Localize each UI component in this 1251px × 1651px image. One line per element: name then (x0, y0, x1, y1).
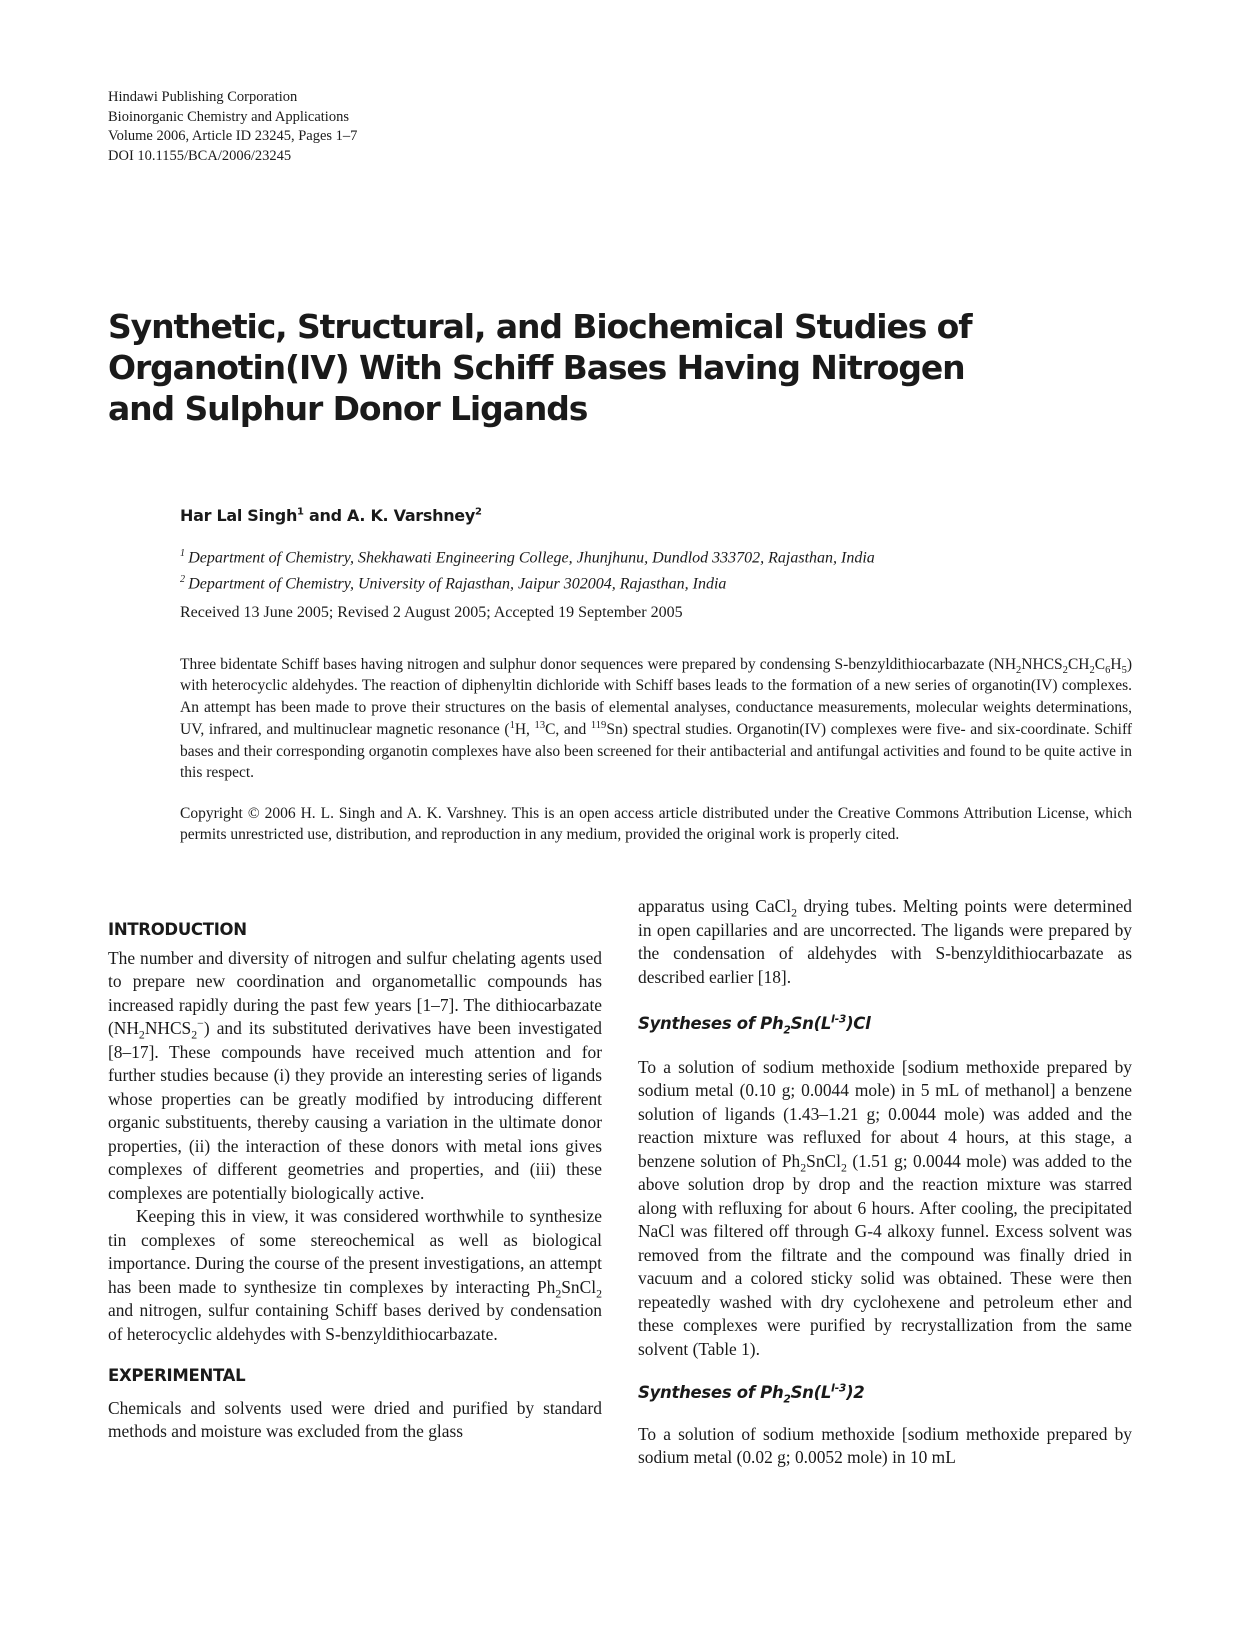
journal-header (108, 88, 357, 166)
affiliation-text: Department of Chemistry, University of Rajasthan, Jaipur 302004, Rajasthan, India (188, 575, 727, 593)
title-line-1: Synthetic, Structural, and Biochemical Studies of (108, 307, 972, 346)
introduction-paragraph: Keeping this in view, it was considered worthwhile to synthesize tin complexes of some stereochemical as well as biological importance. During the course of the present investigations, an attempt has been made to synthesize tin complexes by interacting $Ph_2SnCl_2$ and nitrogen, sulfur containing Schiff bases derived by condensation of heterocyclic aldehydes with S-benzyldithiocarbazate. (108, 1206, 602, 1344)
affiliation-line (180, 569, 875, 595)
volume-line: Volume 2006, Article ID 23245, Pages 1–7 (108, 128, 358, 144)
author-conjunction: and (309, 506, 342, 525)
abstract-text: ) with heterocyclic aldehydes. The reaction of diphenyltin dichloride with Schiff bases leads to the formation of a new series of organotin(IV) complexes. An attempt has been made to prove their structures on the basis of elemental analyses, conductance measurements, molecular weights determinations, UV, infrared, and multinuclear magnetic resonance ( (180, 655, 1132, 738)
chemical-formula: $NH_2NHCS_2CH_2C_6H_5$ (993, 655, 1127, 676)
publisher-line: Hindawi Publishing Corporation (108, 89, 298, 105)
affiliation-mark: 1 (297, 506, 304, 518)
affiliations (180, 543, 875, 596)
journal-name: Bioinorganic Chemistry and Applications (108, 108, 349, 125)
abstract-text: Sn) spectral studies. Organotin(IV) complexes were five- and six-coordinate. Schiff bases and their corresponding organotin complexes have also been screened for their antibacterial and antifungal activities and found to be quite active in this respect. (180, 720, 1133, 782)
section-heading: EXPERIMENTAL (108, 1366, 246, 1385)
synthesis-paragraph: To a solution of sodium methoxide [sodium methoxide prepared by sodium metal (0.10 g; 0.0044 mole) in 5 mL of methanol] a benzene solution of ligands (1.43–1.21 g; 0.0044 mole) was added and the reaction mixture was refluxed for about 4 hours, at this stage, a benzene solution of $Ph_2SnCl_2$ (1.51 g; 0.0044 mole) was added to the above solution drop by drop and the reaction mixture was starred along with refluxing for about 6 hours. After cooling, the precipitated NaCl was filtered off through G-4 alkoxy funnel. Excess solvent was removed from the filtrate and the compound was finally dried in vacuum and a colored sticky solid was obtained. These were then repeatedly washed with dry cyclohexene and petroleum ether and these complexes were purified by recrystallization from the same solvent (Table 1). (638, 1056, 1133, 1359)
abstract: Three bidentate Schiff bases having nitrogen and sulphur donor sequences were prepared by condensing S-benzyldithiocarbazate $(NH_2NHCS_2CH_2C_6H_5)$ with heterocyclic aldehydes. The reaction of diphenyltin dichloride with Schiff bases leads to the formation of a new series of organotin(IV) complexes. An attempt has been made to prove their structures on the basis of elemental analyses, conductance measurements, molecular weights determinations, UV, infrared, and multinuclear magnetic resonance ($^1$H, $^{13}$C, and $^{119}$Sn) spectral studies. Organotin(IV) complexes were five- and six-coordinate. Schiff bases and their corresponding organotin complexes have also been screened for their antibacterial and antifungal activities and found to be quite active in this respect. (180, 655, 1133, 782)
author-list (180, 506, 482, 525)
experimental-paragraph: apparatus using CaCl$_2$ drying tubes. Melting points were determined in open capillaries and are uncorrected. The ligands were prepared by the condensation of aldehydes with S-benzyldithiocarbazate as described earlier [18]. (638, 896, 1132, 987)
article-title (108, 306, 1108, 429)
abstract-text: Three bidentate Schiff bases having nitrogen and sulphur donor sequences were prepared by condensing S-benzyldithiocarbazate ( (180, 655, 994, 673)
affiliation-mark: 1 (180, 548, 185, 559)
affiliation-line (180, 543, 875, 569)
affiliation-text: Department of Chemistry, Shekhawati Engineering College, Jhunjhunu, Dundlod 333702, Rajasthan, India (188, 549, 875, 567)
copyright-notice: Copyright © 2006 H. L. Singh and A. K. Varshney. This is an open access article distributed under the Creative Commons Attribution License, which permits unrestricted use, distribution, and reproduction in any medium, provided the original work is properly cited. (180, 804, 1132, 844)
title-line-3: and Sulphur Donor Ligands (108, 389, 588, 428)
affiliation-mark: 2 (180, 574, 185, 586)
doi-line: DOI 10.1155/BCA/2006/23245 (108, 147, 292, 164)
experimental-paragraph: Chemicals and solvents used were dried and purified by standard methods and moisture was excluded from the glass (108, 1397, 602, 1441)
author-name: Har Lal Singh (180, 506, 298, 525)
introduction-paragraph: The number and diversity of nitrogen and sulfur chelating agents used to prepare new coordination and organometallic compounds has increased rapidly during the past few years [1–7]. The dithiocarbazate $(NH_2NHCS_2^-)$ and its substituted derivatives have been investigated [8–17]. These compounds have received much attention and for further studies because (i) they provide an interesting series of ligands whose properties can be greatly modified by introducing different organic substituents, thereby causing a variation in the ultimate donor properties, (ii) the interaction of these donors with metal ions gives complexes of different geometries and properties, and (iii) these complexes are potentially biologically active. (108, 947, 602, 1203)
title-line-2: Organotin(IV) With Schiff Bases Having Nitrogen (108, 348, 965, 387)
section-heading: INTRODUCTION (108, 920, 247, 939)
affiliation-mark: 2 (475, 506, 482, 518)
left-column (108, 918, 602, 1444)
author-name: A. K. Varshney (347, 506, 475, 525)
subsection-heading: Syntheses of $Ph_2Sn(L^{I-3})2$ (638, 1381, 865, 1406)
submission-dates: Received 13 June 2005; Revised 2 August 2005; Accepted 19 September 2005 (180, 604, 683, 621)
right-column (638, 896, 1133, 1470)
synthesis-paragraph: To a solution of sodium methoxide [sodium methoxide prepared by sodium metal (0.02 g; 0.0052 mole) in 10 mL (638, 1423, 1132, 1467)
subsection-heading: Syntheses of $Ph_2Sn(L^{I-3})Cl$ (638, 1012, 871, 1037)
